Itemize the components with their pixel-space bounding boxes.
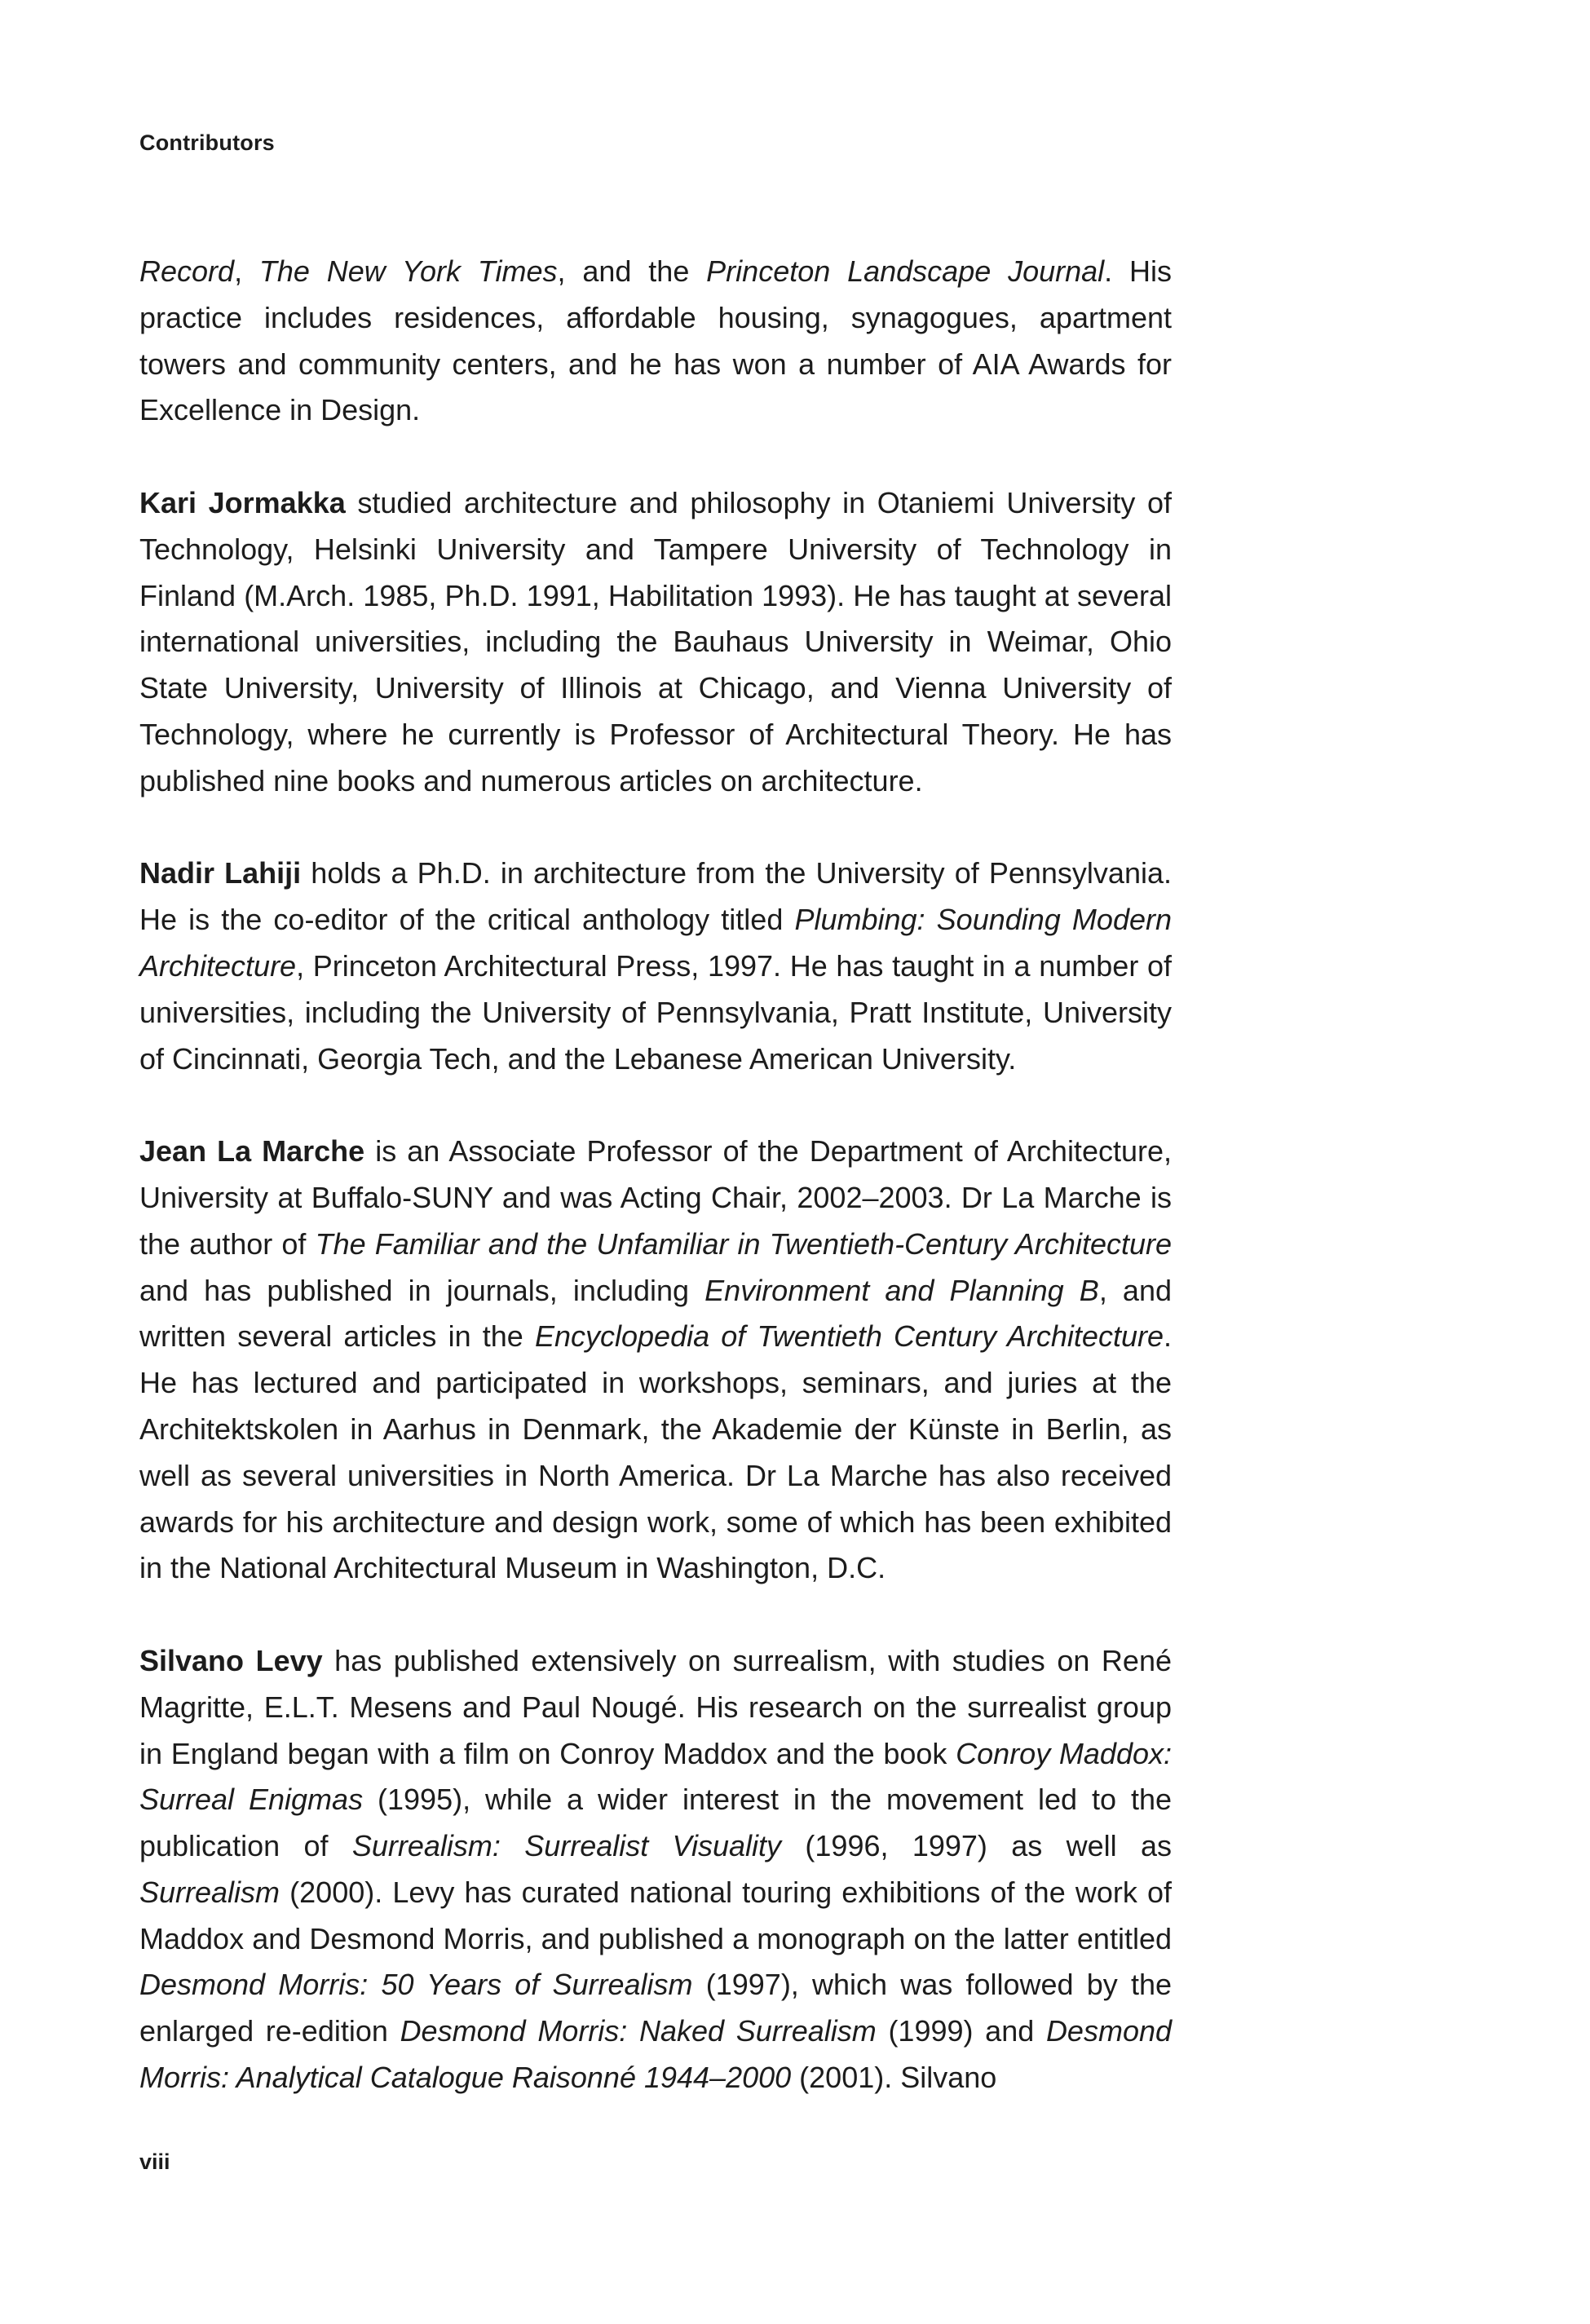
publication-title: Surrealism: [139, 1875, 280, 1909]
body-text: studied architecture and philosophy in Otaniemi University of Technology, Helsinki University and Tampere University of Technology in Finland (M.Arch. 1985, Ph.D. 1991, Habilitation 1993). He has taught at several international universities, including the Bauhaus University in Weimar, Ohio State University, University of Illinois at Chicago, and Vienna University of Technology, where he currently is Professor of Architectural Theory. He has published nine books and numerous articles on architecture.: [139, 485, 1172, 797]
body-text: (1995), while a wider interest in the movement led to the publication of: [139, 1783, 1172, 1863]
paragraph-continuation: [139, 249, 1172, 434]
contributors-text: [139, 249, 1172, 2101]
publication-title: Desmond Morris: Analytical Catalogue Raisonné 1944–2000: [139, 2014, 1173, 2095]
body-text: . His practice includes residences, affordable housing, synagogues, apartment towers and community centers, and he has won a number of AIA Awards for Excellence in Design.: [139, 254, 1172, 427]
paragraph-kari-jormakka: [139, 480, 1172, 805]
body-text: (2001). Silvano: [791, 2061, 997, 2095]
body-text: , Princeton Architectural Press, 1997. He has taught in a number of universities, including the University of Pennsylvania, Pratt Institute, University of Cincinnati, Georgia Tech, and the Lebanese American University.: [139, 948, 1172, 1076]
paragraph-silvano-levy: [139, 1638, 1172, 2101]
page-number: viii: [139, 2149, 170, 2174]
body-text: and has published in journals, including: [139, 1273, 705, 1307]
paragraph-nadir-lahiji: [139, 851, 1172, 1082]
body-text: , and the: [557, 254, 707, 288]
publication-title: Environment and Planning B: [704, 1273, 1099, 1307]
publication-title: Desmond Morris: Naked Surrealism: [400, 2014, 877, 2048]
running-head: Contributors: [139, 130, 275, 155]
body-text: has published extensively on surrealism, with studies on René Magritte, E.L.T. Mesens and Paul Nougé. His research on the surrealist group in England began with a film on Conroy Maddox and the book: [139, 1643, 1172, 1770]
publication-title: The New York Times: [258, 254, 558, 288]
body-text: holds a Ph.D. in architecture from the University of Pennsylvania. He is the co-editor of the critical anthology titled: [139, 856, 1172, 937]
publication-title: Encyclopedia of Twentieth Century Architecture: [534, 1319, 1164, 1354]
contributor-name: Nadir Lahiji: [139, 856, 302, 890]
body-text: ,: [234, 254, 259, 288]
body-text: , and written several articles in the: [139, 1273, 1172, 1354]
publication-title: The Familiar and the Unfamiliar in Twentieth-Century Architecture: [315, 1226, 1173, 1261]
body-text: (1996, 1997) as well as: [781, 1829, 1173, 1863]
paragraph-jean-la-marche: [139, 1129, 1172, 1592]
contributor-name: Kari Jormakka: [139, 485, 346, 519]
body-text: . He has lectured and participated in workshops, seminars, and juries at the Architektskolen in Aarhus in Denmark, the Akademie der Künste in Berlin, as well as several universities in North America. Dr La Marche has also received awards for his architecture and design work, some of which has been exhibited in the National Architectural Museum in Washington, D.C.: [139, 1319, 1172, 1585]
publication-title: Conroy Maddox: Surreal Enigmas: [139, 1736, 1172, 1817]
body-text: (1999) and: [876, 2014, 1046, 2048]
publication-title: Desmond Morris: 50 Years of Surrealism: [139, 1968, 693, 2002]
body-text: (1997), which was followed by the enlarged re-edition: [139, 1968, 1172, 2048]
publication-title: Surrealism: Surrealist Visuality: [351, 1829, 782, 1863]
contributor-name: Jean La Marche: [139, 1134, 365, 1169]
body-text: (2000). Levy has curated national touring exhibitions of the work of Maddox and Desmond Morris, and published a monograph on the latter entitled: [139, 1875, 1172, 1955]
publication-title: Princeton Landscape Journal: [706, 254, 1105, 288]
publication-title: Record: [139, 254, 235, 288]
contributor-name: Silvano Levy: [139, 1643, 323, 1677]
publication-title: Plumbing: Sounding Modern Architecture: [139, 903, 1172, 983]
body-text: is an Associate Professor of the Department of Architecture, University at Buffalo-SUNY and was Acting Chair, 2002–2003. Dr La Marche is the author of: [139, 1134, 1172, 1261]
